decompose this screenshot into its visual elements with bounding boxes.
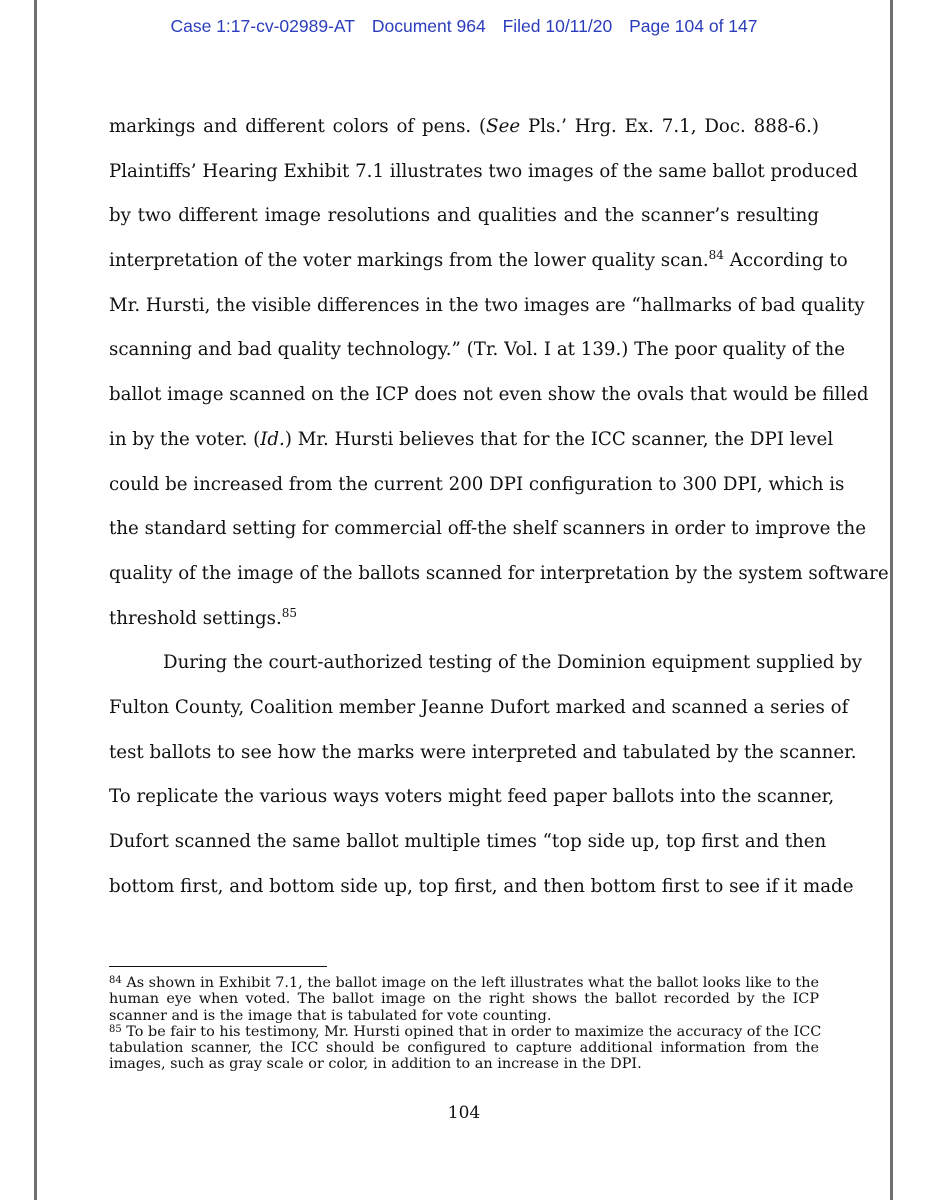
body-line: During the court-authorized testing of the Dominion equipment supplied by <box>163 652 863 674</box>
footnote-line: tabulation scanner, the ICC should be configured to capture additional information from the <box>109 1040 819 1057</box>
page-edge-left <box>34 0 37 1200</box>
footnote-line <box>109 1023 822 1040</box>
body-line <box>109 105 819 150</box>
body-line <box>109 418 834 463</box>
body-line: test ballots to see how the marks were interpreted and tabulated by the scanner. <box>109 741 857 763</box>
text-run: markings and different colors of pens. ( <box>109 116 487 137</box>
page-edge-right <box>890 0 893 1200</box>
body-line <box>109 239 848 284</box>
text-run: in by the voter. ( <box>109 428 261 450</box>
body-line: Mr. Hursti, the visible differences in the two images are “hallmarks of bad quality <box>109 294 865 316</box>
body-line: bottom first, and bottom side up, top first, and then bottom first to see if it made <box>109 875 854 897</box>
text-run: To be fair to his testimony, Mr. Hursti opined that in order to maximize the accuracy of the ICC <box>121 1023 822 1040</box>
footnote-number-84: 84 <box>109 975 122 986</box>
body-text <box>109 105 889 909</box>
text-run: threshold settings. <box>109 607 282 629</box>
text-run: According to <box>723 250 848 272</box>
text-run: As shown in Exhibit 7.1, the ballot image on the left illustrates what the ballot looks like to the <box>121 975 819 991</box>
text-run: ) Mr. Hursti believes that for the ICC scanner, the DPI level <box>284 428 834 450</box>
body-line: ballot image scanned on the ICP does not even show the ovals that would be filled <box>109 384 869 406</box>
case-header <box>0 16 928 37</box>
body-line: by two different image resolutions and qualities and the scanner’s resulting <box>109 205 819 227</box>
body-line: Plaintiffs’ Hearing Exhibit 7.1 illustrates two images of the same ballot produced <box>109 160 858 182</box>
body-line: Fulton County, Coalition member Jeanne Dufort marked and scanned a series of <box>109 696 849 718</box>
body-line: the standard setting for commercial off-the shelf scanners in order to improve the <box>109 518 866 540</box>
footnote-ref-84: 84 <box>708 248 724 263</box>
filed-date: Filed 10/11/20 <box>502 16 613 36</box>
footnotes <box>109 975 822 1073</box>
footnote-line: images, such as gray scale or color, in addition to an increase in the DPI. <box>109 1056 642 1073</box>
footnote-line: human eye when voted. The ballot image on the right shows the ballot recorded by the ICP <box>109 991 819 1008</box>
footnote-line: scanner and is the image that is tabulated for vote counting. <box>109 1007 552 1024</box>
body-line <box>109 597 819 642</box>
body-line: quality of the image of the ballots scanned for interpretation by the system software <box>109 562 889 584</box>
footnote-separator <box>109 966 327 967</box>
page-number: 104 <box>447 1103 481 1123</box>
text-run: interpretation of the voter markings from the lower quality scan. <box>109 250 709 272</box>
body-line: To replicate the various ways voters might feed paper ballots into the scanner, <box>109 786 835 808</box>
document-number: Document 964 <box>371 16 486 36</box>
footnote-number-85: 85 <box>109 1023 122 1035</box>
case-number: Case 1:17-cv-02989-AT <box>170 16 355 36</box>
body-line: could be increased from the current 200 DPI configuration to 300 DPI, which is <box>109 473 845 495</box>
italic-citation: Id. <box>260 428 285 450</box>
page-count: Page 104 of 147 <box>629 16 758 36</box>
text-run: Pls.’ Hrg. Ex. 7.1, Doc. 888-6.) <box>520 116 819 137</box>
body-line: scanning and bad quality technology.” (Tr. Vol. I at 139.) The poor quality of the <box>109 339 845 361</box>
body-line: Dufort scanned the same ballot multiple times “top side up, top first and then <box>109 831 827 852</box>
footnote-line <box>109 975 819 991</box>
italic-signal: See <box>486 116 521 137</box>
footnote-ref-85: 85 <box>281 605 298 620</box>
